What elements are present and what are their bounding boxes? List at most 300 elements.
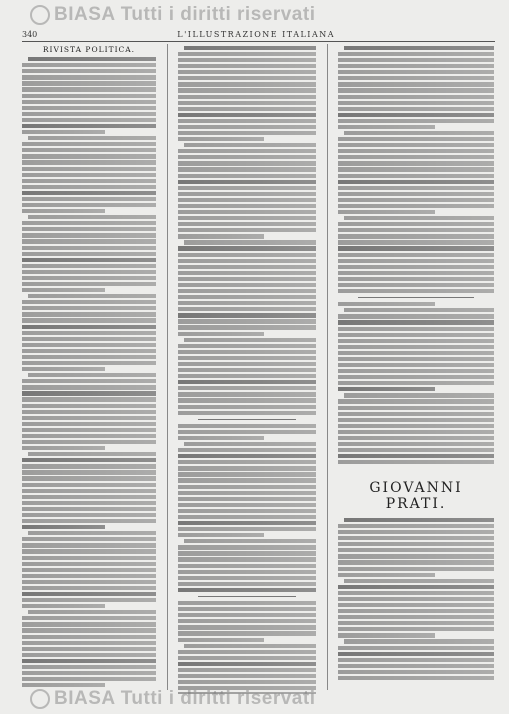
- text-line: [22, 100, 156, 104]
- text-line: [22, 446, 105, 450]
- text-line: [22, 300, 156, 304]
- text-line: [178, 551, 316, 555]
- text-line: [28, 373, 156, 377]
- text-line: [22, 112, 156, 116]
- text-line: [178, 662, 316, 666]
- text-line: [22, 397, 156, 401]
- text-line: [338, 560, 494, 564]
- text-line: [338, 542, 494, 546]
- text-line: [338, 548, 494, 552]
- text-line: [22, 258, 156, 262]
- text-line: [344, 579, 494, 583]
- text-line: [338, 430, 494, 434]
- text-line: [338, 52, 494, 56]
- text-line: [178, 613, 316, 617]
- text-line: [178, 295, 316, 299]
- header-rule: [22, 41, 495, 42]
- text-line: [338, 259, 494, 263]
- text-line: [22, 416, 156, 420]
- text-line: [338, 591, 494, 595]
- text-line: [178, 362, 316, 366]
- text-line: [338, 149, 494, 153]
- text-line: [338, 82, 494, 86]
- text-line: [22, 647, 156, 651]
- text-line: [178, 95, 316, 99]
- text-line: [22, 343, 156, 347]
- text-line: [178, 131, 316, 135]
- text-line: [22, 361, 156, 365]
- text-line: [22, 677, 156, 681]
- section-heading: RIVISTA POLITICA.: [42, 45, 136, 54]
- text-line: [28, 57, 156, 61]
- text-line: [338, 234, 494, 238]
- text-line: [338, 125, 435, 129]
- text-line: [178, 216, 316, 220]
- text-line: [338, 107, 494, 111]
- text-line: [178, 503, 316, 507]
- text-line: [178, 380, 316, 384]
- text-line: [178, 101, 316, 105]
- text-line: [22, 87, 156, 91]
- text-line: [28, 136, 156, 140]
- text-line: [178, 174, 316, 178]
- text-line: [22, 598, 156, 602]
- text-line: [338, 186, 494, 190]
- text-line: [178, 405, 316, 409]
- text-line: [22, 69, 156, 73]
- text-line: [22, 543, 156, 547]
- text-line: [22, 142, 156, 146]
- text-line: [338, 536, 494, 540]
- text-line: [22, 233, 156, 237]
- text-line: [178, 557, 316, 561]
- text-line: [22, 592, 156, 596]
- text-line: [344, 518, 494, 522]
- text-line: [184, 338, 316, 342]
- text-line: [22, 379, 156, 383]
- text-line: [338, 615, 494, 619]
- text-line: [22, 440, 156, 444]
- text-line: [28, 215, 156, 219]
- text-line: [22, 604, 105, 608]
- text-line: [178, 668, 316, 672]
- text-line: [178, 319, 316, 323]
- separator-rule: [358, 297, 474, 298]
- text-line: [338, 597, 494, 601]
- text-line: [338, 436, 494, 440]
- text-line: [22, 556, 156, 560]
- text-line: [178, 88, 316, 92]
- text-line: [338, 271, 494, 275]
- text-line: [22, 422, 156, 426]
- text-line: [178, 448, 316, 452]
- text-line: [22, 562, 156, 566]
- text-line: [338, 381, 494, 385]
- text-line: [178, 564, 316, 568]
- text-line: [178, 119, 316, 123]
- article-heading: GIOVANNI PRATI.: [369, 480, 463, 512]
- text-line: [338, 119, 494, 123]
- text-line: [22, 428, 156, 432]
- text-line: [178, 356, 316, 360]
- text-line: [178, 58, 316, 62]
- text-line: [22, 434, 156, 438]
- text-line: [178, 398, 316, 402]
- text-line: [338, 289, 494, 293]
- text-line: [22, 659, 156, 663]
- text-line: [178, 186, 316, 190]
- text-line: [22, 501, 156, 505]
- text-line: [178, 325, 316, 329]
- text-line: [22, 495, 156, 499]
- text-line: [22, 519, 156, 523]
- text-line: [338, 658, 494, 662]
- text-line: [22, 209, 105, 213]
- watermark-top: BIASA Tutti i diritti riservati: [30, 4, 315, 26]
- text-line: [178, 680, 316, 684]
- text-line: [178, 650, 316, 654]
- text-line: [338, 573, 435, 577]
- text-line: [178, 533, 264, 537]
- text-line: [22, 616, 156, 620]
- text-line: [178, 478, 316, 482]
- text-line: [178, 521, 316, 525]
- text-line: [178, 350, 316, 354]
- text-line: [22, 118, 156, 122]
- text-line: [338, 646, 494, 650]
- text-line: [22, 331, 156, 335]
- text-line: [338, 210, 435, 214]
- text-line: [178, 386, 316, 390]
- text-line: [178, 301, 316, 305]
- text-line: [338, 327, 494, 331]
- text-line: [178, 234, 264, 238]
- text-line: [178, 246, 316, 250]
- text-line: [178, 588, 316, 592]
- text-line: [22, 355, 156, 359]
- text-line: [338, 460, 494, 464]
- text-line: [178, 289, 316, 293]
- text-line: [338, 652, 494, 656]
- text-line: [22, 549, 156, 553]
- text-line: [338, 161, 494, 165]
- text-line: [22, 574, 156, 578]
- text-line: [22, 264, 156, 268]
- text-line: [178, 155, 316, 159]
- publication-title: L'ILLUSTRAZIONE ITALIANA: [177, 29, 336, 39]
- text-line: [338, 442, 494, 446]
- text-line: [22, 252, 156, 256]
- text-line: [338, 76, 494, 80]
- text-line: [178, 344, 316, 348]
- text-line: [22, 288, 105, 292]
- text-line: [178, 76, 316, 80]
- text-line: [22, 513, 156, 517]
- text-line: [338, 524, 494, 528]
- text-line: [338, 228, 494, 232]
- text-line: [178, 472, 316, 476]
- text-line: [178, 619, 316, 623]
- text-line: [22, 227, 156, 231]
- text-line: [178, 222, 316, 226]
- text-line: [22, 470, 156, 474]
- page-header: [22, 28, 495, 40]
- text-line: [22, 635, 156, 639]
- text-line: [22, 154, 156, 158]
- text-line: [22, 203, 156, 207]
- text-line: [178, 125, 316, 129]
- text-line: [184, 240, 316, 244]
- text-line: [178, 332, 264, 336]
- text-line: [338, 627, 494, 631]
- text-line: [178, 625, 316, 629]
- text-line: [22, 124, 156, 128]
- text-line: [338, 143, 494, 147]
- text-line: [22, 665, 156, 669]
- text-line: [22, 130, 105, 134]
- text-line: [338, 454, 494, 458]
- text-line: [338, 192, 494, 196]
- text-line: [338, 180, 494, 184]
- text-line: [344, 308, 494, 312]
- text-line: [338, 585, 494, 589]
- text-line: [22, 464, 156, 468]
- text-line: [22, 239, 156, 243]
- text-line: [338, 530, 494, 534]
- column-left: [22, 44, 156, 694]
- column-divider: [167, 44, 168, 690]
- text-line: [22, 75, 156, 79]
- text-line: [22, 148, 156, 152]
- text-line: [344, 393, 494, 397]
- text-line: [338, 113, 494, 117]
- text-line: [178, 491, 316, 495]
- text-line: [184, 442, 316, 446]
- text-line: [338, 418, 494, 422]
- text-line: [178, 631, 316, 635]
- text-line: [22, 185, 156, 189]
- text-line: [22, 476, 156, 480]
- text-line: [28, 294, 156, 298]
- text-line: [338, 302, 435, 306]
- text-line: [22, 628, 156, 632]
- text-line: [338, 333, 494, 337]
- text-line: [178, 515, 316, 519]
- text-line: [178, 454, 316, 458]
- text-line: [178, 192, 316, 196]
- text-line: [338, 676, 494, 680]
- text-line: [178, 430, 316, 434]
- text-line: [338, 240, 494, 244]
- text-line: [22, 489, 156, 493]
- text-line: [338, 204, 494, 208]
- text-line: [338, 448, 494, 452]
- text-line: [22, 483, 156, 487]
- text-line: [22, 507, 156, 511]
- text-line: [178, 198, 316, 202]
- text-line: [178, 64, 316, 68]
- text-line: [344, 46, 494, 50]
- text-line: [22, 391, 156, 395]
- text-line: [22, 458, 156, 462]
- text-line: [338, 554, 494, 558]
- page-number: 340: [22, 29, 38, 39]
- text-line: [178, 259, 316, 263]
- text-block: [178, 46, 316, 694]
- text-line: [178, 545, 316, 549]
- text-line: [184, 143, 316, 147]
- text-line: [178, 283, 316, 287]
- text-line: [178, 466, 316, 470]
- text-line: [338, 664, 494, 668]
- seal-icon: [30, 5, 50, 25]
- text-line: [22, 282, 156, 286]
- text-line: [28, 610, 156, 614]
- text-line: [22, 671, 156, 675]
- text-line: [22, 325, 156, 329]
- text-line: [178, 374, 316, 378]
- text-block: [22, 57, 156, 687]
- text-line: [22, 537, 156, 541]
- text-line: [178, 82, 316, 86]
- text-line: [178, 576, 316, 580]
- text-line: [178, 52, 316, 56]
- text-line: [338, 95, 494, 99]
- watermark-bottom: BIASA Tutti i diritti riservati: [30, 688, 315, 710]
- text-line: [338, 345, 494, 349]
- text-line: [338, 369, 494, 373]
- text-line: [338, 375, 494, 379]
- text-line: [22, 221, 156, 225]
- text-line: [178, 70, 316, 74]
- text-line: [344, 639, 494, 643]
- text-line: [338, 357, 494, 361]
- text-line: [184, 46, 316, 50]
- text-line: [22, 160, 156, 164]
- text-line: [338, 670, 494, 674]
- text-line: [22, 410, 156, 414]
- text-line: [22, 276, 156, 280]
- text-line: [178, 253, 316, 257]
- text-line: [178, 674, 316, 678]
- text-line: [178, 392, 316, 396]
- text-line: [338, 253, 494, 257]
- text-line: [338, 406, 494, 410]
- text-line: [338, 198, 494, 202]
- text-line: [338, 567, 494, 571]
- text-line: [338, 387, 435, 391]
- text-line: [178, 582, 316, 586]
- text-line: [184, 644, 316, 648]
- text-line: [338, 70, 494, 74]
- text-line: [22, 404, 156, 408]
- text-line: [178, 180, 316, 184]
- text-line: [22, 306, 156, 310]
- text-line: [338, 101, 494, 105]
- column-right: [338, 44, 494, 474]
- text-line: [22, 63, 156, 67]
- text-line: [178, 570, 316, 574]
- text-line: [178, 204, 316, 208]
- text-line: [22, 580, 156, 584]
- separator-rule: [198, 419, 296, 420]
- text-line: [178, 210, 316, 214]
- text-line: [178, 607, 316, 611]
- text-line: [178, 271, 316, 275]
- separator-rule: [198, 596, 296, 597]
- text-line: [22, 81, 156, 85]
- text-line: [28, 452, 156, 456]
- text-line: [178, 424, 316, 428]
- text-line: [338, 137, 494, 141]
- text-line: [344, 131, 494, 135]
- text-line: [178, 601, 316, 605]
- seal-icon: [30, 689, 50, 709]
- text-line: [338, 633, 435, 637]
- text-line: [22, 173, 156, 177]
- text-line: [338, 277, 494, 281]
- text-line: [338, 363, 494, 367]
- text-line: [178, 107, 316, 111]
- text-line: [22, 586, 156, 590]
- text-line: [22, 312, 156, 316]
- text-line: [178, 411, 316, 415]
- text-line: [178, 265, 316, 269]
- text-line: [22, 106, 156, 110]
- column-middle: [178, 44, 316, 694]
- text-line: [28, 531, 156, 535]
- text-line: [344, 216, 494, 220]
- text-line: [178, 313, 316, 317]
- text-line: [22, 197, 156, 201]
- text-line: [22, 270, 156, 274]
- text-line: [22, 653, 156, 657]
- text-line: [338, 265, 494, 269]
- text-line: [178, 638, 264, 642]
- text-line: [178, 485, 316, 489]
- text-line: [178, 167, 316, 171]
- text-line: [22, 683, 105, 687]
- text-line: [22, 367, 105, 371]
- text-line: [178, 113, 316, 117]
- text-line: [338, 351, 494, 355]
- text-line: [178, 137, 264, 141]
- text-line: [338, 399, 494, 403]
- text-line: [338, 603, 494, 607]
- text-line: [22, 167, 156, 171]
- text-line: [22, 246, 156, 250]
- column-divider: [327, 44, 328, 690]
- text-line: [338, 222, 494, 226]
- text-line: [338, 167, 494, 171]
- text-line: [178, 497, 316, 501]
- text-line: [338, 88, 494, 92]
- text-line: [22, 94, 156, 98]
- text-line: [22, 622, 156, 626]
- text-line: [178, 307, 316, 311]
- text-line: [178, 460, 316, 464]
- text-line: [178, 277, 316, 281]
- text-line: [338, 320, 494, 324]
- column-right-lower: [338, 516, 494, 694]
- text-line: [338, 64, 494, 68]
- text-line: [22, 179, 156, 183]
- text-line: [22, 337, 156, 341]
- text-line: [338, 339, 494, 343]
- text-line: [184, 539, 316, 543]
- text-line: [338, 424, 494, 428]
- text-line: [178, 527, 316, 531]
